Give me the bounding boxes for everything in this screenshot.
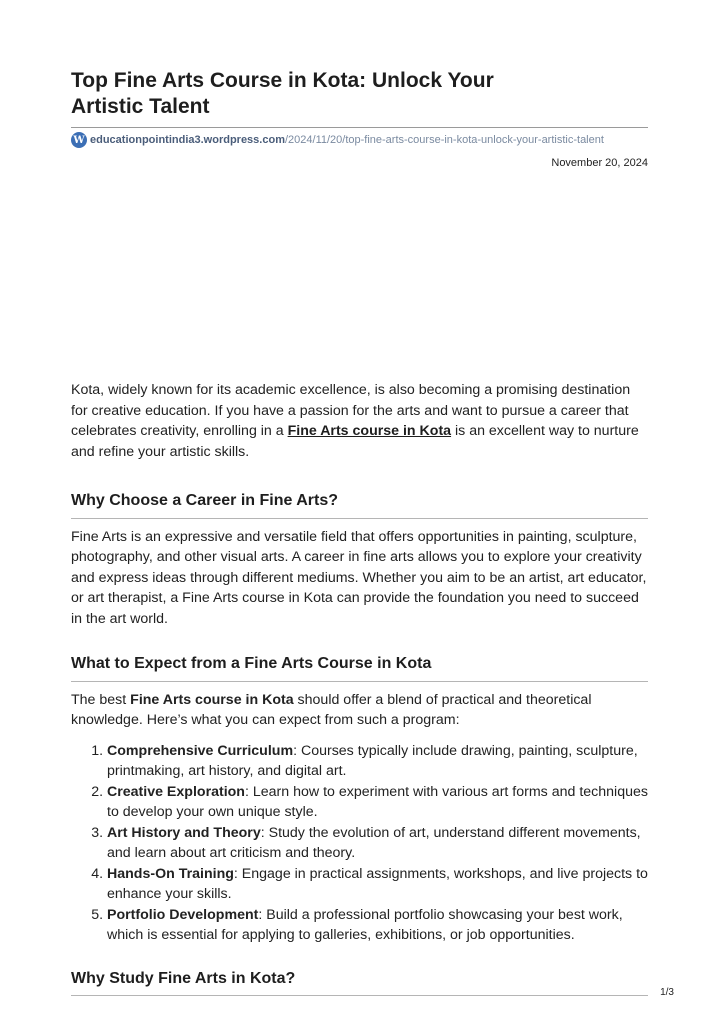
source-line [71, 131, 604, 149]
section1-body: Fine Arts is an expressive and versatile field that offers opportunities in painting, sculpture, photography, and other visual arts. A career in fine arts allows you to explore your creativity and express ideas through different mediums. Whether you aim to be an artist, art educator, or art therapist, a Fine Arts course in Kota can provide the foundation you need to succeed in the art world. [71, 528, 647, 627]
article-title: Top Fine Arts Course in Kota: Unlock Your Artistic Talent [71, 69, 494, 118]
source-path[interactable]: /2024/11/20/top-fine-arts-course-in-kota-unlock-your-artistic-talent [284, 134, 604, 146]
wordpress-icon: W [71, 132, 87, 148]
intro-paragraph: Kota, widely known for its academic excellence, is also becoming a promising destination for creative education. If you have a passion for the arts and want to pursue a career that celebrates creativity, enrolling in a Fine Arts course in Kota is an excellent way to nurture and refine your artistic skills. [71, 382, 639, 460]
source-domain[interactable]: educationpointindia3.wordpress.com [90, 134, 285, 146]
list-item: 4. Hands-On Training: Engage in practical assignments, workshops, and live projects to enhance your skills. [107, 864, 648, 905]
page-number: 1/3 [660, 987, 674, 998]
section2-heading: What to Expect from a Fine Arts Course in Kota [71, 655, 432, 672]
list-item: 3. Art History and Theory: Study the evolution of art, understand different movements, and learn about art criticism and theory. [107, 823, 648, 864]
publish-date: November 20, 2024 [551, 157, 648, 169]
section3-divider [71, 995, 648, 996]
section3-heading: Why Study Fine Arts in Kota? [71, 969, 296, 987]
list-item: 1. Comprehensive Curriculum: Courses typically include drawing, painting, sculpture, printmaking, art history, and digital art. [107, 741, 648, 782]
article-content [71, 380, 648, 996]
section1-heading: Why Choose a Career in Fine Arts? [71, 492, 339, 509]
title-divider [71, 127, 648, 128]
fine-arts-course-link[interactable]: Fine Arts course in Kota [287, 423, 452, 439]
list-item: 5. Portfolio Development: Build a professional portfolio showcasing your best work, which is essential for applying to galleries, exhibitions, or job opportunities. [107, 905, 648, 946]
expectations-list [71, 741, 648, 946]
list-item: 2. Creative Exploration: Learn how to experiment with various art forms and techniques to develop your own unique style. [107, 782, 648, 823]
section2-intro: The best Fine Arts course in Kota should offer a blend of practical and theoretical knowledge. Here’s what you can expect from such a program: [71, 691, 592, 728]
